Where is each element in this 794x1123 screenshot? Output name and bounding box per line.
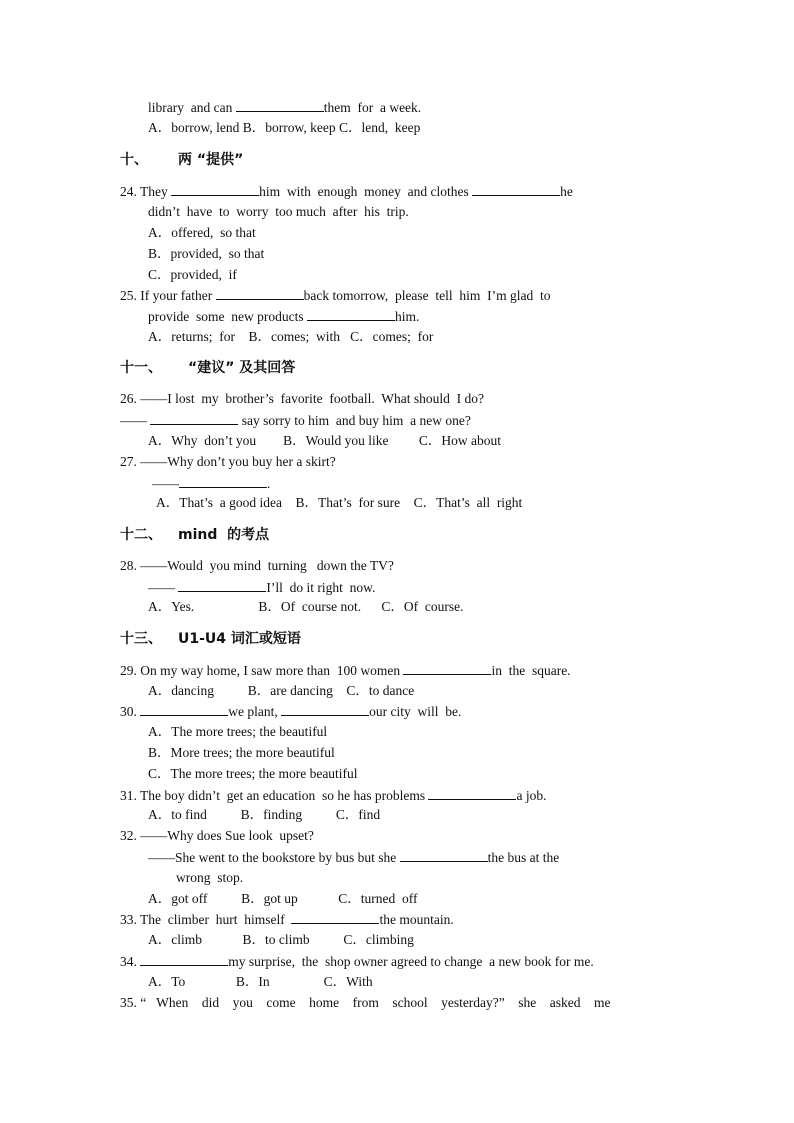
question-30-option-c: C．The more trees; the more beautiful [148,766,358,781]
answer-blank[interactable] [171,183,259,196]
question-34: 34. my surprise, the shop owner agreed to change a new book for me. [120,954,594,969]
question-31-options: A．to find B．finding C．find [148,807,381,822]
section-12-heading: 十二、 mind 的考点 [120,527,270,543]
question-27: 27. ——Why don’t you buy her a skirt? [120,454,336,469]
answer-blank[interactable] [216,287,304,300]
question-24-option-b: B．provided, so that [148,246,265,261]
answer-blank[interactable] [179,475,267,488]
section-10-heading: 十、 两 “提供” [120,152,244,168]
question-30-option-a: A．The more trees; the beautiful [148,724,328,739]
question-27-line-2: —— . [152,476,271,491]
question-26-line-2: —— say sorry to him and buy him a new one? [120,413,471,428]
question-32-options: A．got off B．got up C．turned off [148,891,418,906]
answer-blank[interactable] [236,99,324,112]
answer-blank[interactable] [307,308,395,321]
question-28: 28. ——Would you mind turning down the TV? [120,558,394,573]
question-32: 32. ——Why does Sue look upset? [120,828,314,843]
question-24-option-c: C．provided, if [148,267,237,282]
question-26-options: A．Why don’t you B．Would you like C．How about [148,433,502,448]
question-33-options: A．climb B．to climb C．climbing [148,932,414,947]
answer-blank[interactable] [472,183,560,196]
question-24-line-2: didn’t have to worry too much after his trip. [148,204,409,219]
question-26: 26. ——I lost my brother’s favorite football. What should I do? [120,391,484,406]
question-25-options: A．returns; for B．comes; with C．comes; for [148,329,434,344]
question-30-option-b: B．More trees; the more beautiful [148,745,335,760]
answer-blank[interactable] [140,703,228,716]
question-33: 33. The climber hurt himself the mountain. [120,912,454,927]
section-13-heading: 十三、 U1-U4 词汇或短语 [120,631,301,647]
question-34-options: A．To B．In C．With [148,974,373,989]
question-31: 31. The boy didn’t get an education so he has problems a job. [120,788,547,803]
question-29-options: A．dancing B．are dancing C．to dance [148,683,415,698]
question-35: 35. “ When did you come home from school yesterday?” she asked me [120,995,611,1010]
question-28-line-2: —— I’ll do it right now. [148,580,376,595]
answer-blank[interactable] [178,579,266,592]
question-24: 24. They him with enough money and clothes he [120,184,573,199]
answer-blank[interactable] [291,911,379,924]
answer-blank[interactable] [281,703,369,716]
question-23-continuation: library and can them for a week. [148,100,422,115]
answer-blank[interactable] [140,953,228,966]
answer-blank[interactable] [403,662,491,675]
answer-blank[interactable] [400,849,488,862]
question-28-options: A．Yes. B．Of course not. C．Of course. [148,599,464,614]
answer-blank[interactable] [150,412,238,425]
question-25: 25. If your father back tomorrow, please tell him I’m glad to [120,288,551,303]
question-24-option-a: A．offered, so that [148,225,256,240]
question-23-options: A．borrow, lend B．borrow, keep C．lend, keep [148,120,421,135]
question-25-line-2: provide some new products him. [148,309,420,324]
question-32-line-2: ——She went to the bookstore by bus but she the bus at the [148,850,560,865]
answer-blank[interactable] [428,787,516,800]
question-32-line-3: wrong stop. [176,870,244,885]
section-11-heading: 十一、 “建议” 及其回答 [120,360,296,376]
question-30: 30. we plant, our city will be. [120,704,462,719]
question-27-options: A．That’s a good idea B．That’s for sure C．That’s all right [156,495,523,510]
question-29: 29. On my way home, I saw more than 100 women in the square. [120,663,571,678]
